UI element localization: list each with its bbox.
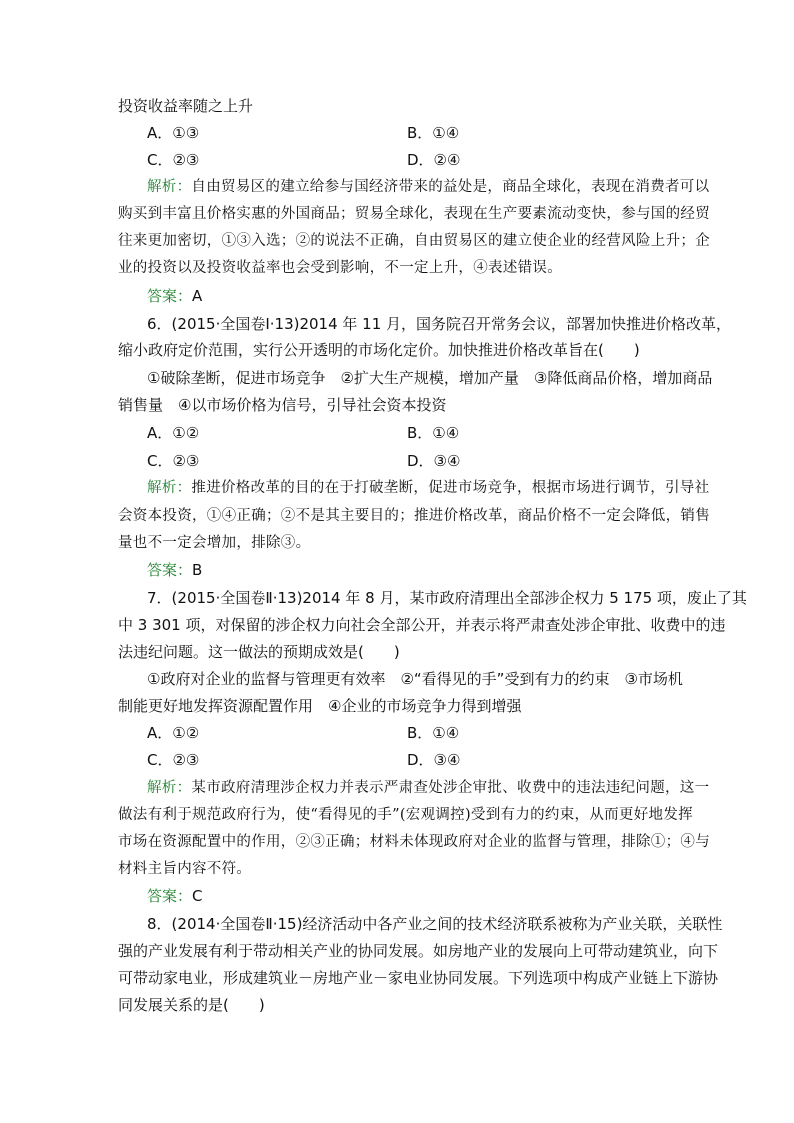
explanation-label: 解析：	[147, 179, 192, 195]
explanation-line	[147, 777, 709, 799]
answer-value: A	[192, 287, 203, 305]
explanation-line: 市场在资源配置中的作用，②③正确；材料未体现政府对企业的监督与管理，排除①；④与	[118, 834, 710, 850]
explanation-line: 往来更加密切，①③入选；②的说法不正确，自由贸易区的建立使企业的经营风险上升；企	[118, 233, 710, 249]
statement-line: ①政府对企业的监督与管理更有效率 ②“看得见的手”受到有力的约束 ③市场机	[147, 670, 683, 688]
explanation-label: 解析：	[147, 480, 192, 496]
option-c: C．②③	[147, 452, 200, 470]
answer-label: 答案：	[147, 561, 193, 579]
explanation-text: 某市政府清理涉企权力并表示严肃查处涉企审批、收费中的违法违纪问题，这一	[191, 780, 710, 796]
option-d: D．③④	[407, 452, 461, 470]
question-line: 7．(2015·全国卷Ⅱ·13)2014 年 8 月，某市政府清理出全部涉企权力 5 175 项，废止了其	[147, 589, 747, 607]
question-line: 缩小政府定价范围，实行公开透明的市场化定价。加快推进价格改革旨在( )	[118, 341, 640, 359]
explanation-line: 会资本投资，①④正确；②不是其主要目的；推进价格改革，商品价格不一定会降低，销售	[118, 508, 710, 524]
answer-label: 答案：	[147, 287, 193, 305]
explanation-text: 推进价格改革的目的在于打破垄断，促进市场竞争，根据市场进行调节，引导社	[191, 480, 710, 496]
question-line: 6．(2015·全国卷Ⅰ·13)2014 年 11 月，国务院召开常务会议，部署加快推进价格改革，	[147, 315, 732, 333]
statement-line: 制能更好地发挥资源配置作用 ④企业的市场竞争力得到增强	[118, 697, 522, 715]
option-d: D．③④	[407, 751, 461, 769]
question-line: 强的产业发展有利于带动相关产业的协同发展。如房地产业的发展向上可带动建筑业，向下	[118, 942, 719, 960]
explanation-line	[147, 477, 709, 499]
option-d: D．②④	[407, 151, 461, 169]
explanation-line: 购买到丰富且价格实惠的外国商品；贸易全球化，表现在生产要素流动变快，参与国的经贸	[118, 206, 710, 222]
answer-label: 答案：	[147, 887, 193, 905]
option-b: B．①④	[407, 424, 460, 442]
explanation-line: 业的投资以及投资收益率也会受到影响，不一定上升，④表述错误。	[118, 260, 562, 276]
answer-line	[147, 885, 203, 907]
question-line: 可带动家电业，形成建筑业－房地产业－家电业协同发展。下列选项中构成产业链上下游协	[118, 969, 719, 987]
explanation-text: 自由贸易区的建立给参与国经济带来的益处是，商品全球化，表现在消费者可以	[191, 179, 710, 195]
option-a: A．①③	[147, 124, 200, 142]
option-a: A．①②	[147, 424, 200, 442]
option-c: C．②③	[147, 751, 200, 769]
explanation-label: 解析：	[147, 780, 192, 796]
statement-line: 销售量 ④以市场价格为信号，引导社会资本投资	[118, 396, 447, 414]
question-line: 法违纪问题。这一做法的预期成效是( )	[118, 643, 400, 661]
answer-line	[147, 559, 202, 581]
explanation-line: 量也不一定会增加，排除③。	[118, 535, 311, 551]
text-line: 投资收益率随之上升	[118, 97, 254, 115]
question-line: 中 3 301 项，对保留的涉企权力向社会全部公开，并表示将严肃查处涉企审批、收费中的违	[118, 616, 726, 634]
option-a: A．①②	[147, 724, 200, 742]
explanation-line: 材料主旨内容不符。	[118, 861, 252, 877]
option-c: C．②③	[147, 151, 200, 169]
answer-line	[147, 285, 202, 307]
answer-value: B	[192, 561, 203, 579]
question-line: 同发展关系的是( )	[118, 996, 265, 1014]
answer-value: C	[192, 887, 203, 905]
explanation-line	[147, 176, 709, 198]
option-b: B．①④	[407, 124, 460, 142]
statement-line: ①破除垄断，促进市场竞争 ②扩大生产规模，增加产量 ③降低商品价格，增加商品	[147, 369, 713, 387]
explanation-line: 做法有利于规范政府行为，使“看得见的手”(宏观调控)受到有力的约束，从而更好地发挥	[118, 807, 693, 823]
question-line: 8．(2014·全国卷Ⅱ·15)经济活动中各产业之间的技术经济联系被称为产业关联，关联性	[147, 915, 723, 933]
option-b: B．①④	[407, 724, 460, 742]
